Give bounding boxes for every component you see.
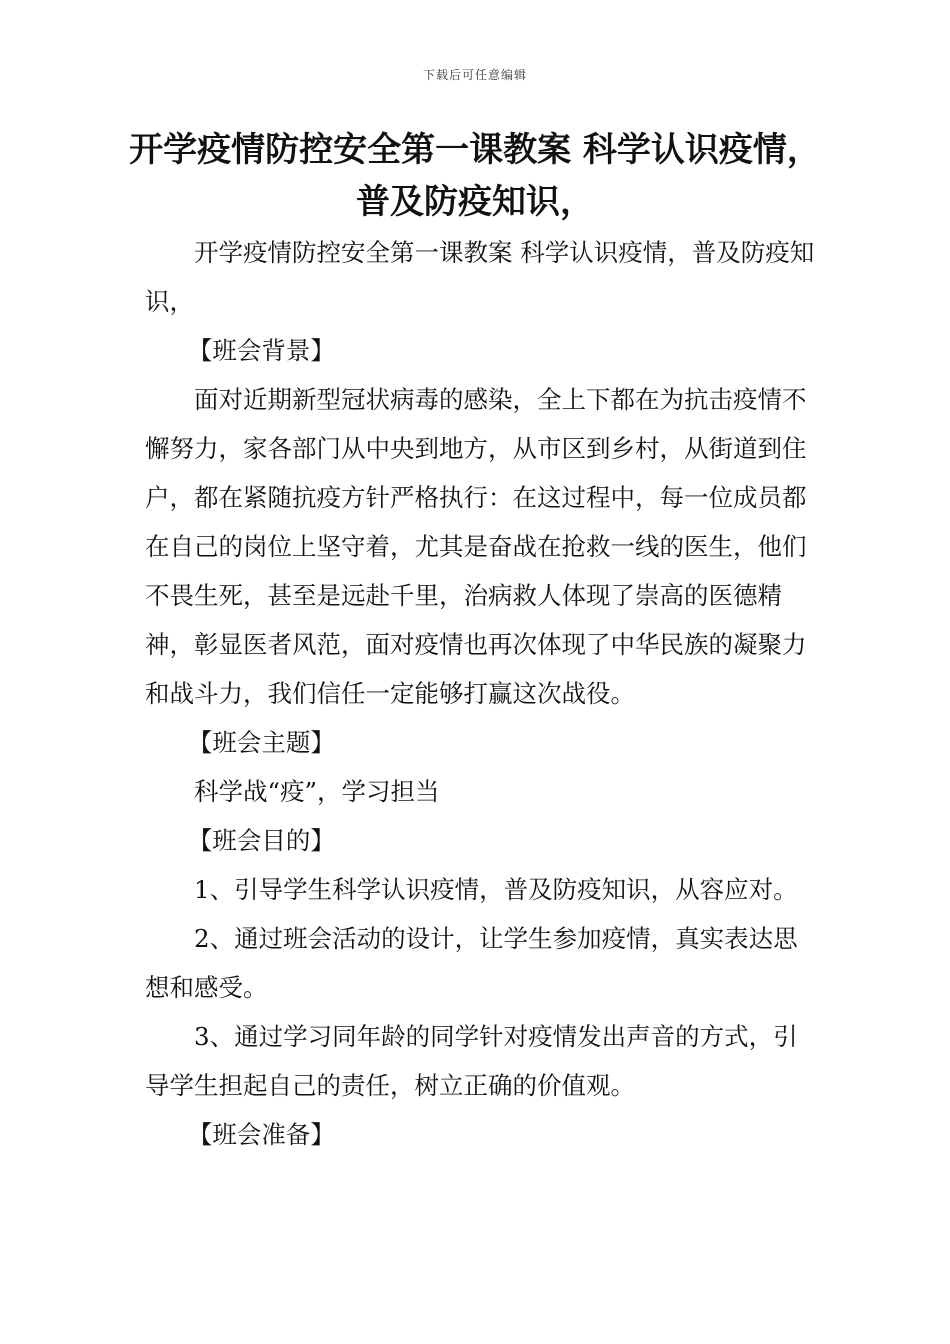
section-heading-background: 【班会背景】: [187, 336, 335, 365]
theme-paragraph: 科学战“疫”，学习担当: [194, 777, 440, 806]
background-paragraph: 面对近期新型冠状病毒的感染，全上下都在为抗击疫情不懈努力，家各部门从中央到地方，从市区到乡村，从街道到住户，都在紧随抗疫方针严格执行：在这过程中，每一位成员都在自己的岗位上坚守着，尤其是奋战在抢救一线的医生，他们不畏生死，甚至是远赴千里，治病救人体现了崇高的医德精神，彰显医者风范，面对疫情也再次体现了中华民族的凝聚力和战斗力，我们信任一定能够打赢这次战役。: [145, 385, 807, 708]
page-header-note: 下载后可任意编辑: [422, 68, 527, 82]
intro-paragraph: 开学疫情防控安全第一课教案 科学认识疫情，普及防疫知识，: [145, 238, 815, 316]
section-heading-theme: 【班会主题】: [187, 728, 335, 757]
goal-item-3: 3、通过学习同年龄的同学针对疫情发出声音的方式，引导学生担起自己的责任，树立正确的价值观。: [145, 1022, 798, 1100]
goal-item-2: 2、通过班会活动的设计，让学生参加疫情，真实表达思想和感受。: [145, 924, 798, 1002]
document-body: [145, 228, 815, 1159]
section-heading-preparation: 【班会准备】: [187, 1120, 335, 1149]
goal-item-1: 1、引导学生科学认识疫情，普及防疫知识，从容应对。: [194, 875, 798, 904]
section-heading-goal: 【班会目的】: [187, 826, 335, 855]
document-title: 开学疫情防控安全第一课教案 科学认识疫情，普及防疫知识，: [129, 130, 821, 222]
